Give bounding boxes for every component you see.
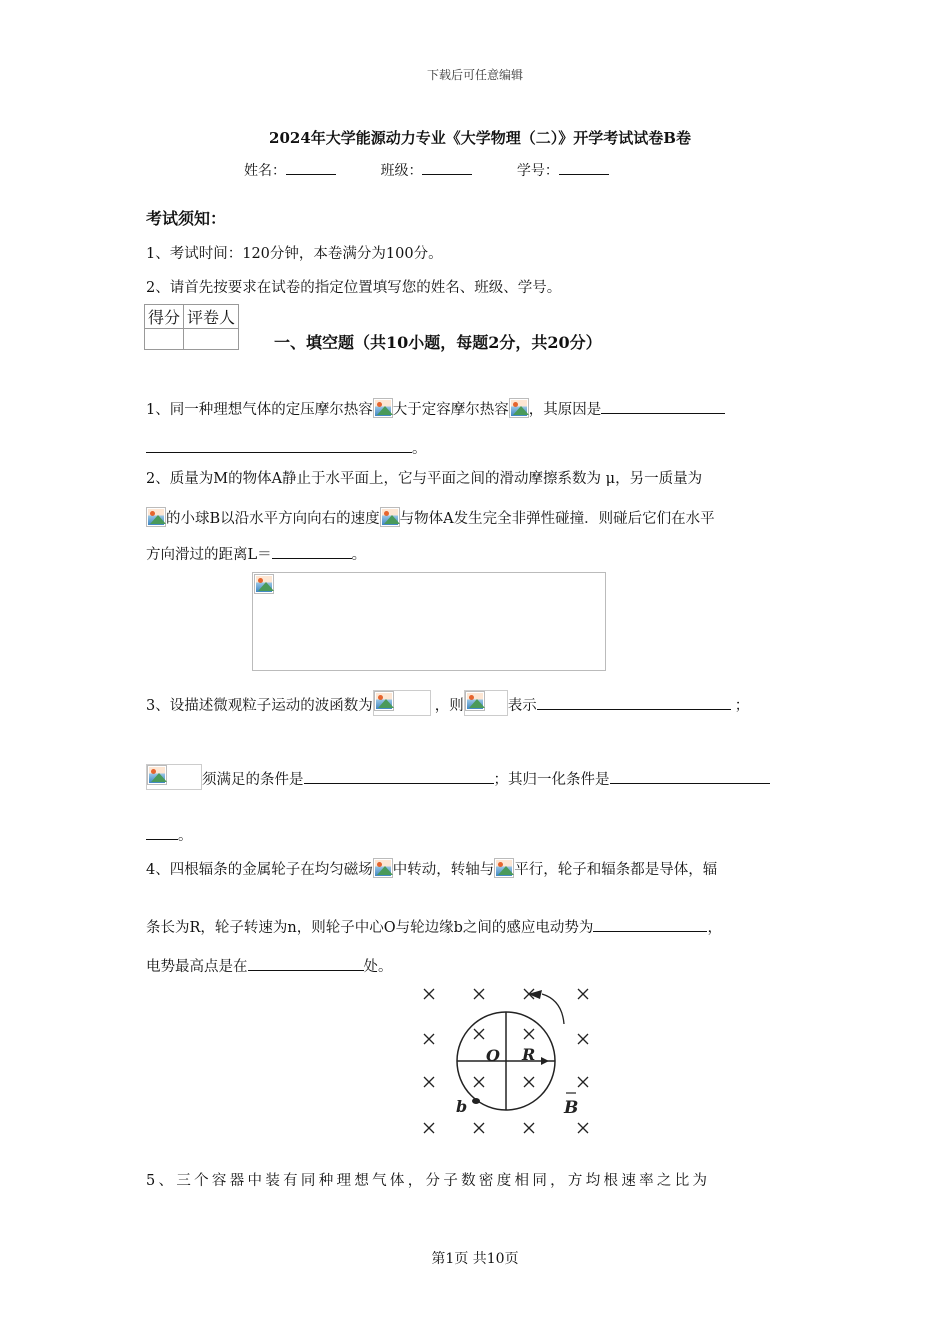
q3-end: 。 [178, 828, 193, 844]
question-2-line-3 [146, 543, 366, 564]
q3-formula-3 [146, 764, 202, 790]
broken-image-icon [146, 507, 166, 527]
broken-image-icon [494, 858, 514, 878]
exam-title: 2024年大学能源动力专业《大学物理（二）》开学考试试卷B卷 [269, 129, 691, 147]
header-note: 下载后可任意编辑 [426, 68, 523, 82]
notice-item-2: 2、请首先按要求在试卷的指定位置填写您的姓名、班级、学号。 [146, 280, 562, 296]
score-cell[interactable] [145, 329, 184, 350]
q3-text-2: ，则 [434, 698, 464, 714]
class-label: 班级： [380, 163, 423, 179]
broken-image-icon [509, 398, 529, 418]
point-b-marker [472, 1098, 480, 1104]
q4-text-3: 平行，轮子和辐条都是导体，辐 [514, 862, 718, 878]
q4-answer-blank-1[interactable] [593, 917, 707, 932]
radius-arrowhead [541, 1057, 549, 1065]
question-3-line-1 [146, 690, 749, 716]
rotation-arrowhead [528, 990, 542, 999]
broken-image-icon [373, 398, 393, 418]
label-B: B [564, 1098, 579, 1118]
q1-text-1: 1、同一种理想气体的定压摩尔热容 [146, 402, 373, 418]
q1-end: 。 [412, 441, 427, 457]
q3-formula-1 [373, 690, 431, 716]
name-blank[interactable] [286, 162, 336, 175]
q2-text-2a: 的小球B以沿水平方向向右的速度 [166, 511, 380, 527]
q3-answer-blank-1[interactable] [537, 695, 731, 710]
q3-answer-blank-4[interactable] [146, 825, 178, 840]
question-4-line-3 [146, 955, 393, 976]
grader-header: 评卷人 [184, 305, 239, 329]
question-1-line-1 [146, 398, 725, 419]
q3-semicolon: ； [734, 698, 750, 714]
q3-formula-2 [464, 690, 508, 716]
broken-image-icon [147, 765, 167, 785]
question-1-line-2 [146, 437, 427, 458]
q1-text-2: 大于定容摩尔热容 [392, 402, 509, 418]
q3-text-5: ；其归一化条件是 [493, 772, 610, 788]
broken-image-icon [373, 858, 393, 878]
class-field[interactable] [380, 160, 472, 180]
q2-end: 。 [351, 547, 367, 563]
page-footer: 第1页 共10页 [431, 1251, 519, 1267]
name-field[interactable] [244, 160, 336, 180]
label-O: O [486, 1046, 500, 1065]
q4-text-4: 条长为R，轮子转速为n，则轮子中心O与轮边缘b之间的感应电动势为 [146, 920, 594, 936]
question-4-line-2 [146, 916, 722, 937]
rotation-arrow [542, 994, 564, 1024]
question-3-line-2 [146, 764, 770, 790]
grader-cell[interactable] [184, 329, 239, 350]
notice-title: 考试须知： [146, 209, 227, 228]
q2-text-2b: 与物体A发生完全非弹性碰撞．则碰后它们在水平 [399, 511, 715, 527]
q3-answer-blank-2[interactable] [304, 769, 494, 784]
broken-image-icon [374, 691, 394, 711]
q3-text-1: 3、设描述微观粒子运动的波函数为 [146, 698, 373, 714]
wheel-magnetic-field-figure [410, 980, 610, 1140]
score-header: 得分 [145, 305, 184, 329]
class-blank[interactable] [422, 162, 472, 175]
q3-text-3: 表示 [507, 698, 537, 714]
question-3-line-3 [146, 824, 193, 845]
q2-figure-placeholder [252, 572, 606, 671]
student-info-fields [244, 160, 649, 180]
q4-text-5: 电势最高点是在 [146, 959, 248, 975]
q2-answer-blank[interactable] [272, 544, 352, 559]
q3-answer-blank-3[interactable] [610, 769, 770, 784]
label-b: b [456, 1097, 468, 1116]
q4-text-6: 处。 [363, 959, 393, 975]
id-field[interactable] [517, 160, 609, 180]
q4-text-2: 中转动，转轴与 [392, 862, 495, 878]
broken-image-icon [254, 574, 274, 594]
id-blank[interactable] [559, 162, 609, 175]
question-2-line-2 [146, 507, 715, 528]
q3-text-4: 须满足的条件是 [202, 772, 304, 788]
q4-comma: ， [707, 920, 722, 936]
notice-item-1: 1、考试时间：120分钟，本卷满分为100分。 [146, 246, 443, 262]
q1-answer-blank-2[interactable] [146, 438, 412, 453]
label-R: R [522, 1045, 536, 1064]
q1-text-3: ，其原因是 [528, 402, 602, 418]
id-label: 学号： [516, 163, 559, 179]
question-5-line-1: 5、三个容器中装有同种理想气体，分子数密度相同，方均根速率之比为 [146, 1173, 711, 1189]
broken-image-icon [465, 691, 485, 711]
q1-answer-blank[interactable] [601, 399, 725, 414]
name-label: 姓名： [244, 163, 286, 179]
q4-text-1: 4、四根辐条的金属轮子在均匀磁场 [146, 862, 373, 878]
section-title: 一、填空题（共10小题，每题2分，共20分） [274, 333, 602, 352]
score-table [144, 304, 239, 350]
question-4-line-1 [146, 858, 717, 879]
broken-image-icon [380, 507, 400, 527]
q2-text-3: 方向滑过的距离L＝ [146, 547, 272, 563]
q4-answer-blank-2[interactable] [248, 956, 364, 971]
question-2-line-1: 2、质量为M的物体A静止于水平面上，它与平面之间的滑动摩擦系数为 μ，另一质量为 [146, 471, 703, 487]
